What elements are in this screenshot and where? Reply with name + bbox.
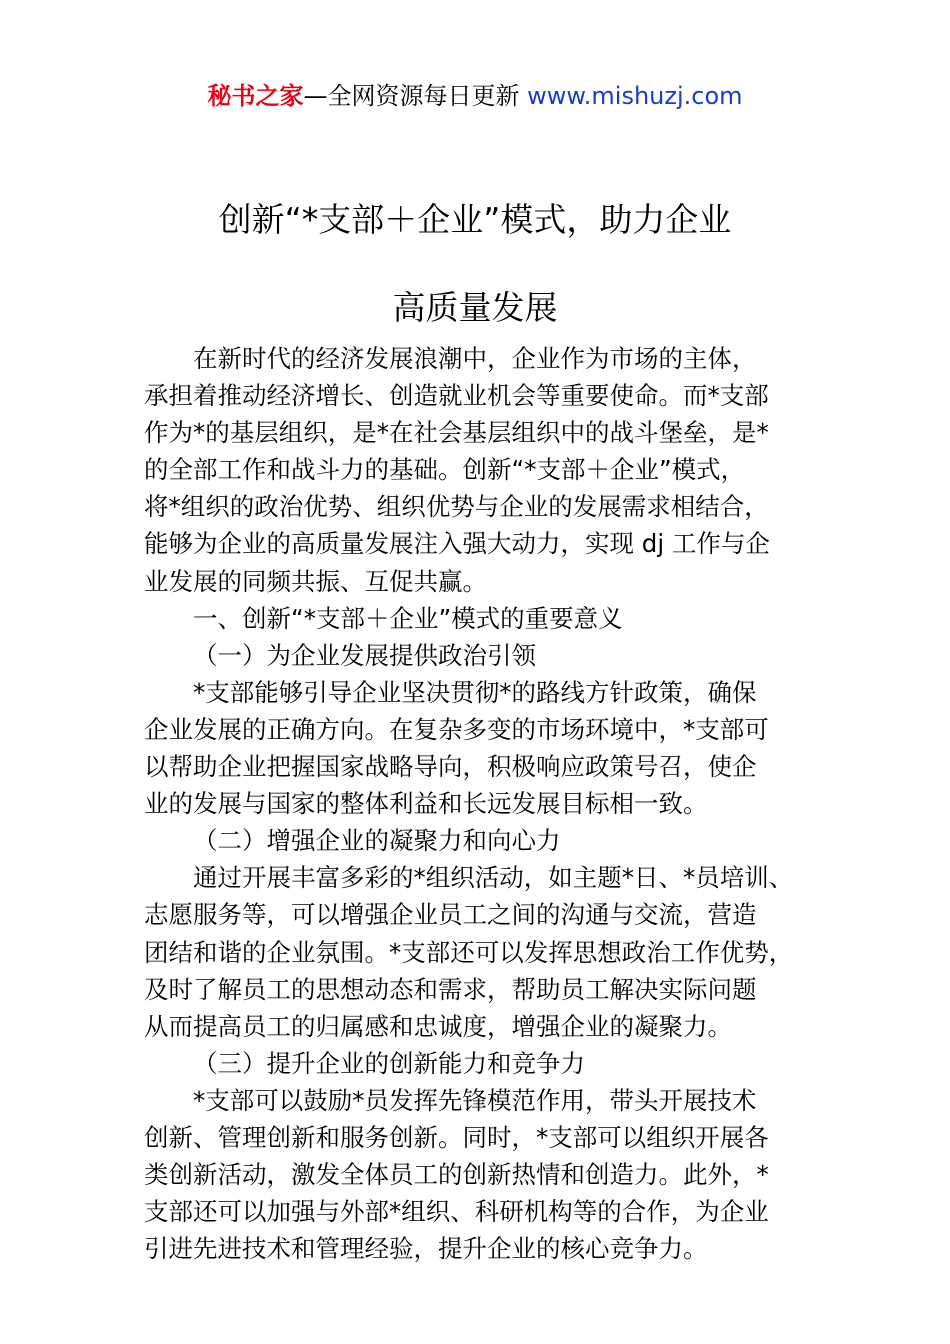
title-line-1: 创新“*支部＋企业”模式，助力企业	[218, 200, 732, 239]
paragraph-line: 能够为企业的高质量发展注入强大动力，实现 dj 工作与企	[144, 529, 770, 559]
paragraph-line: 支部还可以加强与外部*组织、科研机构等的合作，为企业	[144, 1197, 769, 1227]
document-title	[0, 176, 950, 352]
paragraph-line: 业的发展与国家的整体利益和长远发展目标相一致。	[144, 789, 708, 819]
paragraph-line: 作为*的基层组织，是*在社会基层组织中的战斗堡垒，是*	[144, 418, 769, 448]
paragraph-line: 企业发展的正确方向。在复杂多变的市场环境中，*支部可	[144, 714, 769, 744]
paragraph-line: 以帮助企业把握国家战略导向，积极响应政策号召，使企	[144, 752, 757, 782]
site-url-link[interactable]: www.mishuzj.com	[527, 82, 743, 110]
site-header	[0, 80, 950, 112]
subsection-heading: （二）增强企业的凝聚力和向心力	[193, 826, 561, 856]
subsection-heading: （三）提升企业的创新能力和竞争力	[193, 1048, 585, 1078]
paragraph-line: 团结和谐的企业氛围。*支部还可以发挥思想政治工作优势，	[144, 937, 794, 967]
paragraph-line: 从而提高员工的归属感和忠诚度，增强企业的凝聚力。	[144, 1011, 732, 1041]
header-tagline: —全网资源每日更新	[303, 82, 528, 110]
document-body	[144, 340, 809, 1267]
paragraph-line: 引进先进技术和管理经验，提升企业的核心竞争力。	[144, 1234, 708, 1264]
paragraph-line: 创新、管理创新和服务创新。同时，*支部可以组织开展各	[144, 1122, 769, 1152]
brand-name: 秘书之家	[207, 82, 304, 110]
title-line-2: 高质量发展	[392, 288, 558, 327]
paragraph-line: 通过开展丰富多彩的*组织活动，如主题*日、*员培训、	[193, 863, 794, 893]
paragraph-line: 类创新活动，激发全体员工的创新热情和创造力。此外，*	[144, 1160, 769, 1190]
paragraph-line: 的全部工作和战斗力的基础。创新“*支部＋企业”模式，	[144, 455, 746, 485]
section-heading: 一、创新“*支部＋企业”模式的重要意义	[193, 603, 623, 633]
paragraph-line: *支部能够引导企业坚决贯彻*的路线方针政策，确保	[193, 677, 757, 707]
paragraph-line: 业发展的同频共振、互促共赢。	[144, 566, 487, 596]
subsection-heading: （一）为企业发展提供政治引领	[193, 640, 536, 670]
paragraph-line: *支部可以鼓励*员发挥先锋模范作用，带头开展技术	[193, 1085, 757, 1115]
paragraph-line: 在新时代的经济发展浪潮中，企业作为市场的主体，	[193, 344, 757, 373]
paragraph-line: 志愿服务等，可以增强企业员工之间的沟通与交流，营造	[144, 900, 757, 930]
paragraph-line: 承担着推动经济增长、创造就业机会等重要使命。而*支部	[144, 381, 769, 411]
paragraph-line: 将*组织的政治优势、组织优势与企业的发展需求相结合，	[144, 492, 769, 522]
paragraph-line: 及时了解员工的思想动态和需求，帮助员工解决实际问题	[144, 974, 757, 1004]
